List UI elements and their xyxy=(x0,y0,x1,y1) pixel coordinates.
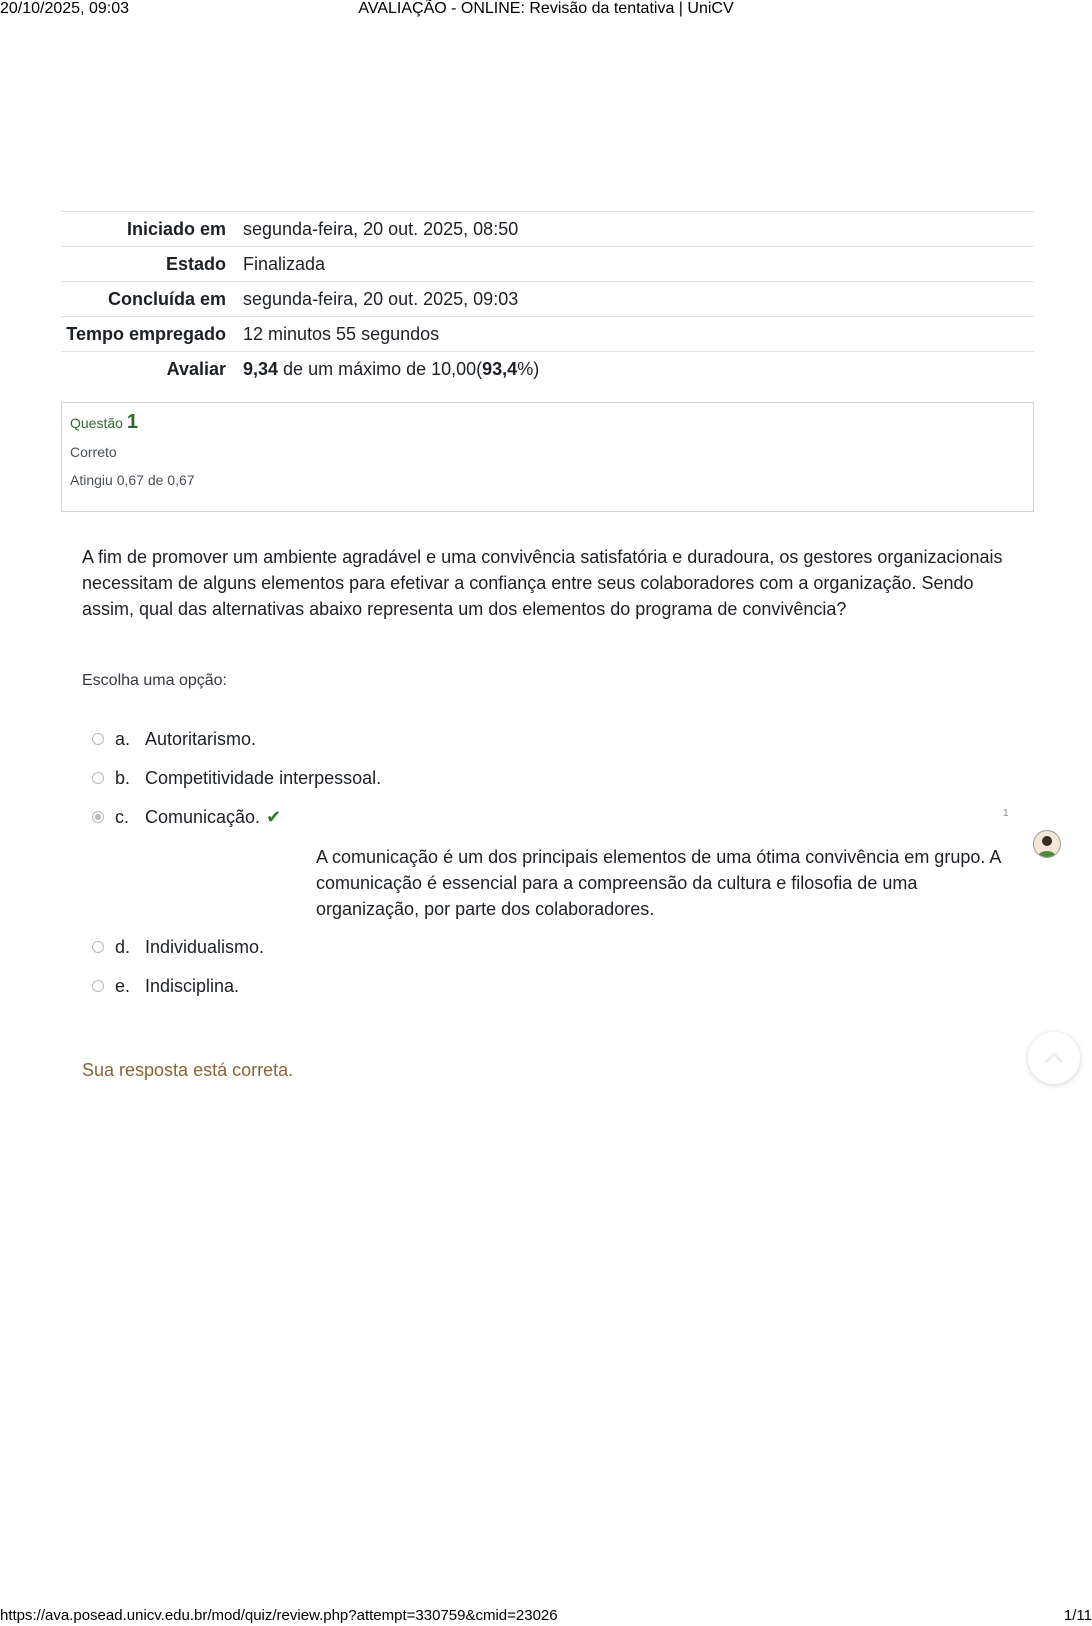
answer-prompt: Escolha uma opção: xyxy=(82,672,227,689)
print-url: https://ava.posead.unicv.edu.br/mod/quiz/review.php?attempt=330759&cmid=23026 xyxy=(0,1607,558,1624)
summary-value: segunda-feira, 20 out. 2025, 09:03 xyxy=(243,282,1034,317)
summary-value: Finalizada xyxy=(243,247,1034,282)
print-datetime: 20/10/2025, 09:03 xyxy=(0,0,130,17)
answer-option-c[interactable] xyxy=(90,804,1010,843)
summary-row xyxy=(61,247,1034,282)
question-label: Questão xyxy=(70,415,123,431)
summary-row xyxy=(61,212,1034,247)
grade-score: 9,34 xyxy=(243,359,279,379)
answer-list xyxy=(90,726,1010,843)
footnote-marker: 1 xyxy=(1003,808,1009,819)
summary-row-grade xyxy=(61,352,1034,387)
general-feedback: Sua resposta está correta. xyxy=(82,1060,294,1080)
option-label: Competitividade interpessoal. xyxy=(145,768,382,788)
avatar-icon[interactable] xyxy=(1033,830,1061,858)
summary-key: Concluída em xyxy=(61,282,243,317)
option-letter: e. xyxy=(115,976,131,996)
question-number-value: 1 xyxy=(126,411,138,433)
radio-e[interactable] xyxy=(92,980,104,992)
summary-key: Avaliar xyxy=(61,352,243,387)
radio-b[interactable] xyxy=(92,772,104,784)
summary-row xyxy=(61,317,1034,352)
summary-key: Tempo empregado xyxy=(61,317,243,352)
chevron-up-icon xyxy=(1028,1032,1080,1084)
print-title: AVALIAÇÃO - ONLINE: Revisão da tentativa | UniCV xyxy=(358,0,734,17)
print-footer xyxy=(0,1606,1092,1626)
option-letter: c. xyxy=(115,807,130,827)
option-letter: b. xyxy=(115,768,131,788)
question-number xyxy=(70,411,1025,434)
option-label: Indisciplina. xyxy=(145,976,240,996)
answer-option-a[interactable] xyxy=(90,726,1010,765)
scroll-top-button[interactable] xyxy=(1028,1032,1080,1084)
grade-end: %) xyxy=(517,359,540,379)
question-state: Correto xyxy=(70,444,117,460)
summary-value: segunda-feira, 20 out. 2025, 08:50 xyxy=(243,212,1034,247)
answer-option-d[interactable] xyxy=(90,934,690,973)
correct-check-icon: ✔ xyxy=(266,807,282,827)
summary-row xyxy=(61,282,1034,317)
answer-option-b[interactable] xyxy=(90,765,1010,804)
question-grade: Atingiu 0,67 de 0,67 xyxy=(70,472,195,488)
radio-a[interactable] xyxy=(92,733,104,745)
page-number: 1/11 xyxy=(1063,1607,1092,1624)
question-text: A fim de promover um ambiente agradável e uma convivência satisfatória e duradoura, os gestores organizacionais necessitam de alguns elementos para efetivar a confiança entre seus colaboradores com a organização. Sendo assim, qual das alternativas abaixo representa um dos elementos do programa de convivência? xyxy=(82,547,1003,619)
specific-feedback: A comunicação é um dos principais elementos de uma ótima convivência em grupo. A comunicação é essencial para a compreensão da cultura e filosofia de uma organização, por parte dos colaboradores. xyxy=(316,847,1001,919)
answer-option-e[interactable] xyxy=(90,973,690,1012)
summary-grade-value xyxy=(243,352,1034,387)
option-letter: d. xyxy=(115,937,131,957)
option-label: Individualismo. xyxy=(145,937,265,957)
summary-key: Iniciado em xyxy=(61,212,243,247)
option-label: Comunicação. xyxy=(145,807,261,827)
summary-key: Estado xyxy=(61,247,243,282)
grade-percent: 93,4 xyxy=(482,359,518,379)
grade-middle: de um máximo de 10,00( xyxy=(278,359,483,379)
option-label-c xyxy=(145,804,281,830)
summary-value: 12 minutos 55 segundos xyxy=(243,317,1034,352)
option-letter: a. xyxy=(115,729,131,749)
question-info xyxy=(61,402,1034,512)
radio-d[interactable] xyxy=(92,941,104,953)
radio-c[interactable] xyxy=(92,811,104,823)
attempt-summary-table xyxy=(61,211,1034,386)
print-header xyxy=(0,0,1092,20)
option-label: Autoritarismo. xyxy=(145,729,257,749)
avatar-person-icon xyxy=(1034,831,1060,857)
